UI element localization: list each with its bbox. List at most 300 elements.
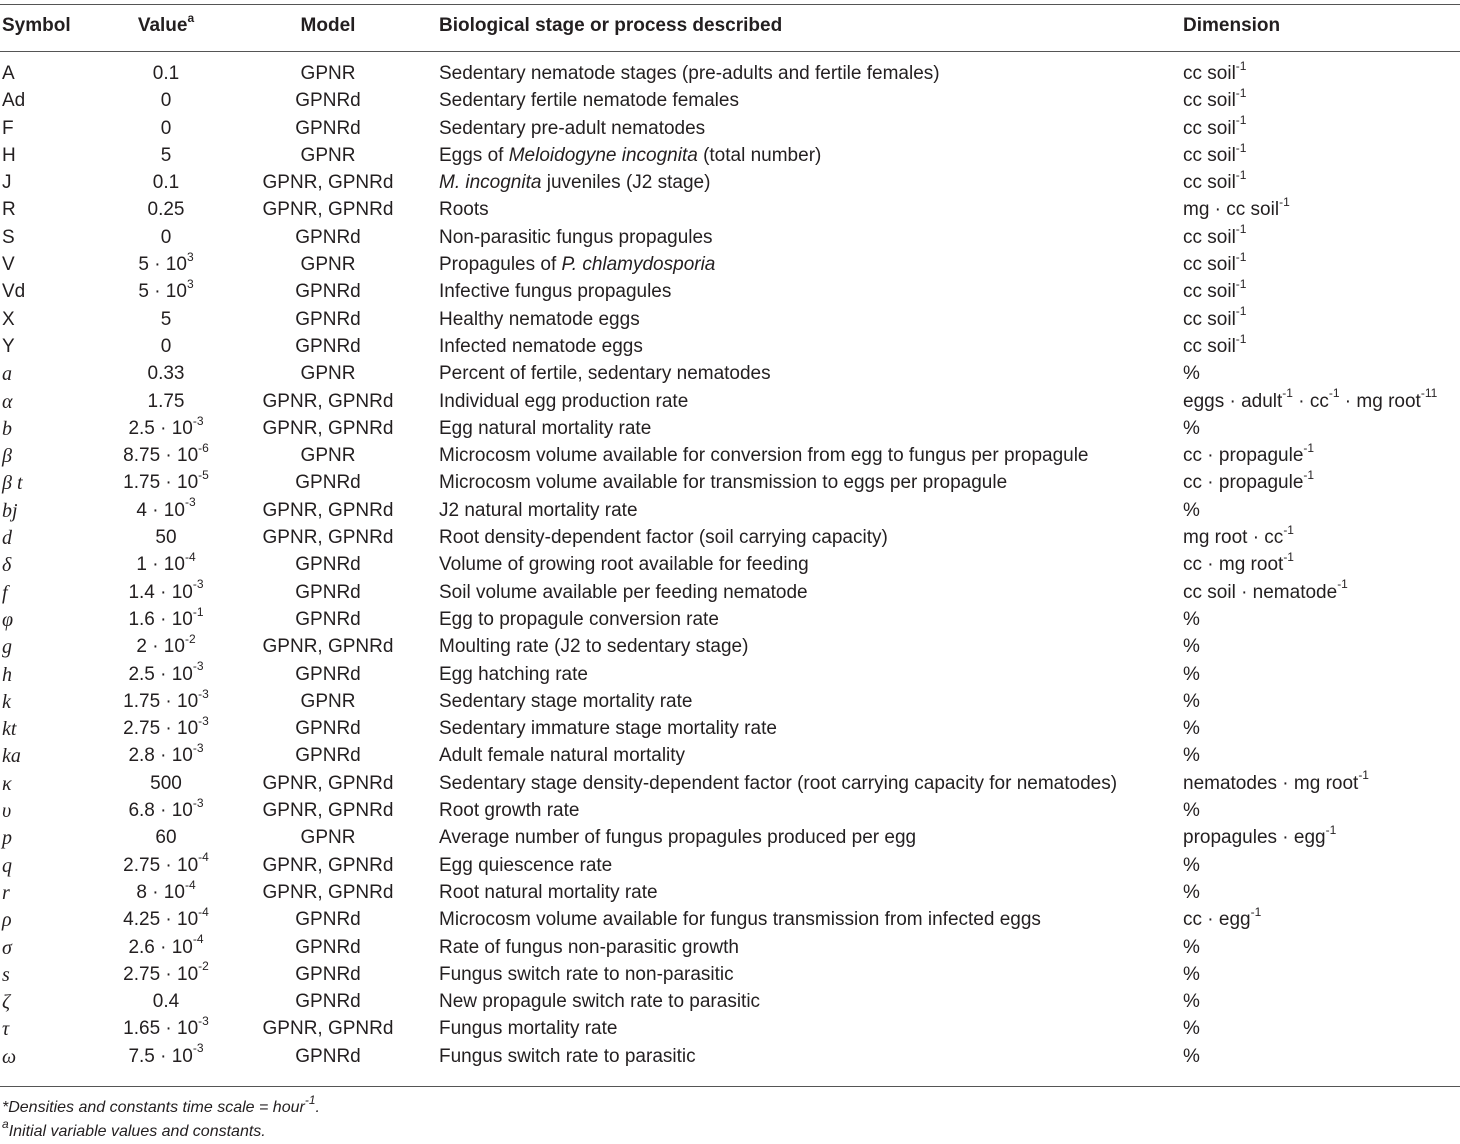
cell-value-mantissa: 2.8 · 10 (128, 745, 193, 767)
cell-symbol: υ (2, 800, 12, 823)
table-row (0, 551, 1460, 578)
cell-value-exponent: -3 (198, 713, 209, 728)
cell-value-mantissa: 2 · 10 (136, 636, 185, 658)
cell-value (88, 440, 244, 467)
cell-value-mantissa: 5 · 10 (138, 281, 187, 303)
cell-description (439, 800, 579, 822)
cell-model: GPNR, GPNRd (262, 854, 394, 876)
cell-description (439, 773, 1117, 795)
cell-description (439, 855, 612, 877)
cell-symbol: b (2, 417, 12, 440)
cell-value (88, 659, 244, 686)
cell-model: GPNR (300, 63, 356, 84)
description-segment: Roots (439, 199, 489, 221)
description-segment: Egg to propagule conversion rate (439, 608, 719, 630)
header-description: Biological stage or process described (439, 15, 783, 36)
cell-dimension (1183, 822, 1337, 849)
cell-model: GPNRd (295, 963, 361, 985)
dimension-unit: % (1183, 963, 1200, 985)
table-row (0, 1015, 1460, 1042)
dimension-unit: % (1183, 363, 1200, 385)
description-segment: Egg quiescence rate (439, 854, 613, 876)
cell-dimension (1183, 331, 1247, 358)
cell-model: GPNRd (295, 472, 361, 494)
cell-symbol: g (2, 636, 12, 659)
cell-dimension (1183, 277, 1247, 303)
dimension-unit: % (1183, 854, 1200, 876)
dimension-unit: cc soil (1183, 335, 1236, 357)
cell-dimension (1183, 85, 1247, 112)
cell-dimension (1183, 140, 1247, 167)
cell-value (88, 713, 244, 740)
dimension-exponent: -1 (1358, 768, 1369, 783)
footnote-time-scale-exponent: -1 (304, 1092, 316, 1107)
description-segment: Fungus switch rate to non-parasitic (439, 963, 734, 985)
cell-dimension (1183, 522, 1294, 549)
cell-symbol: Vd (2, 281, 26, 303)
dimension-exponent: -11 (1420, 386, 1438, 401)
cell-dimension (1183, 745, 1200, 767)
cell-symbol: bj (2, 499, 18, 522)
cell-dimension (1183, 937, 1200, 959)
dimension-exponent: -1 (1235, 113, 1247, 128)
cell-model: GPNR, GPNRd (262, 527, 394, 549)
cell-value (88, 604, 244, 631)
cell-model: GPNR, GPNRd (262, 800, 394, 822)
cell-value-exponent: -6 (198, 440, 209, 455)
cell-value (88, 904, 244, 931)
dimension-unit: % (1183, 745, 1200, 767)
description-segment: Root natural mortality rate (439, 881, 658, 903)
table-row (0, 388, 1460, 415)
footnote-time-scale-text: *Densities and constants time scale = hour (2, 1099, 305, 1116)
cell-description (439, 227, 713, 249)
dimension-unit: % (1183, 608, 1200, 630)
cell-description (439, 664, 588, 686)
cell-value (88, 468, 244, 494)
description-segment: New propagule switch rate to parasitic (439, 991, 761, 1013)
cell-value-mantissa: 0.1 (152, 63, 180, 84)
cell-value-mantissa: 1.75 (147, 390, 185, 412)
cell-symbol: ρ (2, 909, 12, 932)
table-row (0, 770, 1460, 797)
description-segment: Individual egg production rate (439, 390, 689, 412)
cell-symbol: α (2, 390, 13, 413)
cell-model: GPNR (300, 144, 356, 166)
cell-dimension (1183, 113, 1247, 140)
cell-value (88, 309, 244, 331)
dimension-unit: % (1183, 881, 1200, 903)
cell-value (88, 741, 244, 767)
cell-value-exponent: -3 (192, 795, 204, 810)
cell-symbol: p (2, 827, 12, 850)
cell-value (88, 631, 244, 658)
cell-value-exponent: -2 (198, 959, 209, 974)
cell-value-mantissa: 0 (160, 90, 172, 112)
dimension-unit: cc · propagule (1183, 472, 1304, 494)
cell-value-exponent: -3 (192, 577, 204, 592)
cell-description (439, 172, 710, 194)
cell-model: GPNRd (295, 581, 361, 603)
dimension-unit: cc · egg (1183, 909, 1251, 931)
cell-value-mantissa: 6.8 · 10 (128, 800, 193, 822)
table-row (0, 360, 1460, 387)
cell-value (88, 495, 244, 522)
description-segment: Microcosm volume available for conversion from egg to fungus per propagule (439, 445, 1089, 467)
description-segment: Soil volume available per feeding nematode (439, 581, 808, 603)
table-row (0, 934, 1460, 961)
cell-description (439, 827, 916, 849)
cell-value (88, 773, 244, 795)
cell-symbol: X (2, 308, 15, 330)
table-row (0, 688, 1460, 715)
cell-value-mantissa: 5 · 10 (138, 254, 187, 276)
description-italic-segment: P. chlamydosporia (561, 254, 716, 276)
dimension-unit: % (1183, 800, 1200, 822)
cell-description (439, 691, 692, 713)
cell-model: GPNR (300, 827, 356, 849)
cell-dimension (1183, 195, 1290, 221)
cell-model: GPNRd (295, 991, 361, 1013)
dimension-unit: cc soil (1183, 281, 1236, 303)
table-row (0, 906, 1460, 933)
dimension-unit: cc soil (1183, 226, 1236, 248)
cell-description (439, 1018, 617, 1040)
cell-model: GPNRd (295, 608, 361, 630)
table-row (0, 633, 1460, 660)
dimension-unit: cc soil (1183, 144, 1236, 166)
cell-description (439, 309, 640, 331)
cell-value (88, 277, 244, 303)
cell-dimension (1183, 222, 1247, 249)
cell-value-mantissa: 5 (160, 144, 172, 166)
description-segment: Sedentary stage density-dependent factor (root carrying capacity for nematodes) (439, 772, 1118, 794)
cell-value-mantissa: 7.5 · 10 (128, 1045, 193, 1067)
cell-symbol: k (2, 690, 11, 713)
description-segment: Sedentary fertile nematode females (439, 90, 739, 112)
cell-symbol: σ (2, 936, 12, 959)
cell-dimension (1183, 418, 1200, 440)
cell-value-mantissa: 8.75 · 10 (123, 445, 199, 467)
dimension-unit: cc soil · nematode (1183, 581, 1338, 603)
cell-dimension (1183, 468, 1315, 494)
cell-symbol: δ (2, 554, 12, 577)
dimension-unit: % (1183, 417, 1200, 439)
description-italic-segment: Meloidogyne incognita (508, 144, 698, 166)
cell-model: GPNRd (295, 554, 361, 576)
cell-description (439, 527, 888, 549)
dimension-exponent: -1 (1303, 440, 1315, 455)
cell-value (88, 686, 244, 713)
cell-value-exponent: -3 (198, 686, 209, 701)
cell-value (88, 991, 244, 1013)
header-symbol: Symbol (2, 15, 71, 36)
footnote-time-scale (2, 1092, 320, 1120)
dimension-exponent: -1 (1337, 577, 1348, 592)
table-footnotes (2, 1092, 320, 1144)
cell-value (88, 363, 244, 385)
dimension-unit: · mg root (1339, 390, 1421, 412)
cell-value-exponent: 3 (186, 277, 194, 292)
dimension-unit: cc soil (1183, 254, 1236, 276)
dimension-unit: cc · mg root (1183, 554, 1284, 576)
cell-value (88, 63, 244, 85)
dimension-unit: % (1183, 663, 1200, 685)
description-segment: Microcosm volume available for fungus transmission from infected eggs (439, 909, 1041, 931)
description-segment: Egg natural mortality rate (439, 417, 652, 439)
cell-description (439, 281, 671, 303)
cell-dimension (1183, 609, 1200, 631)
cell-dimension (1183, 768, 1369, 795)
cell-symbol: ζ (2, 991, 11, 1014)
cell-symbol: F (2, 117, 14, 139)
cell-model: GPNR, GPNRd (262, 499, 394, 521)
cell-model: GPNR, GPNRd (262, 772, 394, 794)
table-bottom-rule (0, 1086, 1460, 1087)
cell-value-mantissa: 2.5 · 10 (128, 663, 193, 685)
cell-model: GPNRd (295, 90, 361, 112)
description-segment: Eggs of (439, 144, 509, 166)
cell-value-exponent: -3 (192, 659, 204, 674)
cell-symbol: a (2, 363, 12, 386)
cell-value-mantissa: 1.4 · 10 (128, 581, 193, 603)
cell-model: GPNR, GPNRd (262, 172, 394, 194)
cell-dimension (1183, 904, 1262, 931)
table-row (0, 278, 1460, 305)
cell-value (88, 877, 244, 904)
description-segment: Rate of fungus non-parasitic growth (439, 936, 739, 958)
cell-model: GPNR, GPNRd (262, 636, 394, 658)
table-row (0, 715, 1460, 742)
description-segment: Root growth rate (439, 800, 580, 822)
description-segment: Non-parasitic fungus propagules (439, 226, 713, 248)
description-segment: Propagules of (439, 254, 562, 276)
cell-value (88, 577, 244, 604)
cell-value-mantissa: 2.75 · 10 (123, 963, 199, 985)
cell-value-mantissa: 0 (160, 117, 172, 139)
cell-value-mantissa: 0.25 (147, 199, 185, 221)
table-row (0, 606, 1460, 633)
table-row (0, 115, 1460, 142)
cell-symbol: ka (2, 745, 21, 768)
cell-value-mantissa: 8 · 10 (136, 881, 185, 903)
description-segment: (total number) (697, 144, 822, 166)
cell-dimension (1183, 800, 1200, 822)
cell-dimension (1183, 691, 1200, 713)
cell-symbol: κ (2, 772, 12, 795)
cell-model: GPNR (300, 445, 356, 467)
cell-value (88, 118, 244, 140)
cell-description (439, 363, 771, 385)
description-segment: Average number of fungus propagules produced per egg (439, 827, 917, 849)
cell-symbol: ω (2, 1045, 17, 1068)
table-header-row (0, 5, 1460, 51)
cell-description (439, 909, 1041, 931)
cell-dimension (1183, 1018, 1200, 1040)
table-row (0, 988, 1460, 1015)
cell-dimension (1183, 855, 1200, 877)
cell-value-exponent: -5 (198, 468, 209, 483)
dimension-unit: cc · propagule (1183, 445, 1304, 467)
cell-dimension (1183, 882, 1200, 904)
cell-value-exponent: -3 (192, 1041, 204, 1056)
table-row (0, 524, 1460, 551)
cell-symbol: H (2, 144, 16, 166)
cell-dimension (1183, 664, 1200, 686)
cell-value (88, 850, 244, 877)
cell-description (439, 254, 715, 276)
cell-symbol: J (2, 172, 12, 194)
cell-description (439, 445, 1089, 467)
cell-symbol: β t (2, 472, 23, 495)
cell-symbol: V (2, 254, 15, 276)
header-value-label: Value (137, 15, 188, 36)
dimension-unit: % (1183, 991, 1200, 1013)
table-row (0, 333, 1460, 360)
description-segment: Volume of growing root available for feeding (439, 554, 809, 576)
description-segment: Adult female natural mortality (439, 745, 686, 767)
cell-dimension (1183, 167, 1247, 194)
cell-model: GPNRd (295, 226, 361, 248)
cell-description (439, 1046, 696, 1068)
table-row (0, 797, 1460, 824)
cell-model: GPNR (300, 254, 356, 276)
table-row (0, 224, 1460, 251)
table-row (0, 196, 1460, 223)
cell-dimension (1183, 440, 1315, 467)
description-segment: juveniles (J2 stage) (541, 172, 711, 194)
cell-value (88, 1014, 244, 1040)
cell-value-mantissa: 500 (150, 772, 182, 794)
cell-model: GPNRd (295, 909, 361, 931)
cell-description (439, 636, 748, 658)
header-value (88, 10, 244, 37)
description-segment: Infected nematode eggs (439, 335, 643, 357)
dimension-unit: cc soil (1183, 90, 1236, 112)
table-row (0, 87, 1460, 114)
dimension-exponent: -1 (1283, 522, 1294, 537)
cell-value-exponent: -3 (192, 413, 204, 428)
cell-symbol: R (2, 199, 16, 221)
table-row (0, 742, 1460, 769)
cell-value-exponent: -4 (198, 904, 209, 919)
description-segment: Moulting rate (J2 to sedentary stage) (439, 636, 749, 658)
cell-value (88, 199, 244, 221)
dimension-exponent: -1 (1235, 58, 1247, 73)
table-row (0, 442, 1460, 469)
dimension-unit: nematodes · mg root (1183, 772, 1359, 794)
cell-value (88, 827, 244, 849)
cell-value-mantissa: 4 · 10 (136, 499, 185, 521)
dimension-unit: cc soil (1183, 63, 1236, 84)
table-row (0, 306, 1460, 333)
cell-model: GPNRd (295, 663, 361, 685)
dimension-exponent: -1 (1303, 468, 1315, 483)
cell-value-mantissa: 60 (155, 827, 177, 849)
cell-description (439, 718, 777, 740)
table-row (0, 415, 1460, 442)
cell-dimension (1183, 718, 1200, 740)
cell-description (439, 582, 808, 604)
cell-value-mantissa: 2.75 · 10 (123, 854, 199, 876)
cell-description (439, 199, 489, 221)
cell-model: GPNRd (295, 335, 361, 357)
cell-value-mantissa: 0.33 (147, 363, 185, 385)
table-row (0, 961, 1460, 988)
dimension-unit: % (1183, 1018, 1200, 1040)
table-row (0, 1043, 1460, 1070)
cell-value (88, 227, 244, 249)
cell-dimension (1183, 304, 1247, 331)
cell-model: GPNRd (295, 936, 361, 958)
cell-value (88, 527, 244, 549)
cell-value (88, 249, 244, 276)
table-row (0, 497, 1460, 524)
cell-value-exponent: -3 (198, 1014, 209, 1029)
cell-model: GPNRd (295, 1045, 361, 1067)
dimension-unit: cc soil (1183, 117, 1236, 139)
cell-description (439, 391, 688, 413)
table-row (0, 142, 1460, 169)
header-dimension: Dimension (1183, 15, 1281, 36)
cell-value (88, 795, 244, 822)
dimension-unit: cc soil (1183, 308, 1236, 330)
dimension-exponent: -1 (1282, 386, 1293, 401)
description-segment: Sedentary pre-adult nematodes (439, 117, 706, 139)
cell-model: GPNRd (295, 745, 361, 767)
description-italic-segment: M. incognita (439, 172, 542, 194)
description-segment: Healthy nematode eggs (439, 308, 640, 330)
dimension-exponent: -1 (1235, 222, 1247, 237)
dimension-exponent: -1 (1235, 140, 1247, 155)
description-segment: Percent of fertile, sedentary nematodes (439, 363, 771, 385)
dimension-unit: mg root · cc (1183, 527, 1284, 549)
cell-value-exponent: -4 (192, 932, 204, 947)
cell-symbol: r (2, 881, 10, 904)
description-segment: Root density-dependent factor (soil carrying capacity) (439, 527, 888, 549)
table-row (0, 852, 1460, 879)
cell-value (88, 391, 244, 413)
dimension-exponent: -1 (1235, 85, 1247, 100)
cell-value-exponent: -3 (192, 741, 204, 756)
cell-description (439, 554, 809, 576)
footnote-initial-values-text: Initial variable values and constants. (8, 1123, 266, 1140)
dimension-unit: % (1183, 936, 1200, 958)
cell-value-mantissa: 0 (160, 226, 172, 248)
cell-model: GPNR (300, 363, 356, 385)
dimension-exponent: -1 (1279, 195, 1290, 210)
cell-description (439, 336, 643, 358)
cell-value (88, 550, 244, 576)
cell-value-mantissa: 1.75 · 10 (123, 690, 199, 712)
cell-symbol: q (2, 854, 12, 877)
dimension-unit: % (1183, 499, 1200, 521)
cell-value-exponent: 3 (186, 249, 194, 264)
table-row (0, 60, 1460, 87)
cell-symbol: S (2, 226, 15, 248)
table-row (0, 251, 1460, 278)
cell-value-mantissa: 1 · 10 (136, 554, 185, 576)
cell-dimension (1183, 636, 1200, 658)
cell-symbol: kt (2, 718, 17, 741)
cell-symbol: h (2, 663, 12, 686)
dimension-unit: % (1183, 690, 1200, 712)
cell-value (88, 336, 244, 358)
cell-value-mantissa: 1.75 · 10 (123, 472, 199, 494)
cell-symbol: φ (2, 608, 14, 631)
table-row (0, 469, 1460, 496)
cell-model: GPNRd (295, 117, 361, 139)
